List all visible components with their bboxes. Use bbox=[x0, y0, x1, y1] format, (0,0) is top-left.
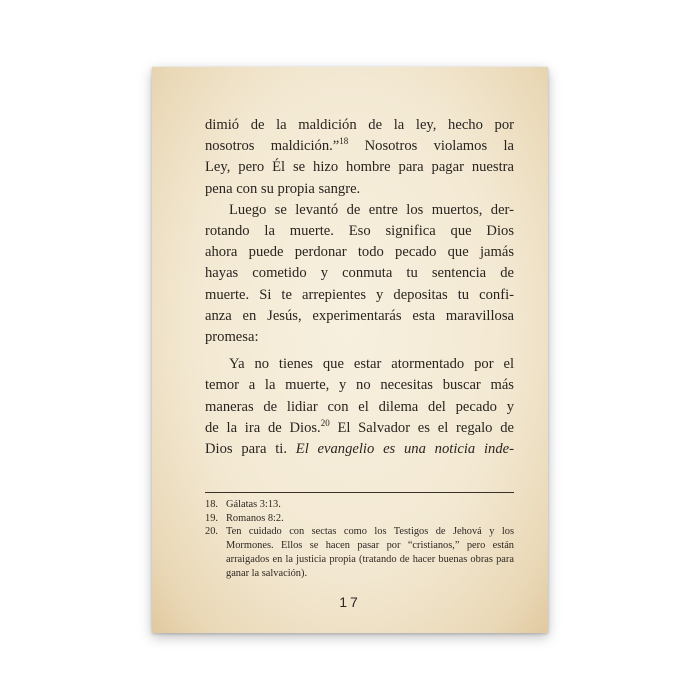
text-line bbox=[205, 136, 514, 157]
text-line: promesa: bbox=[205, 329, 259, 346]
footnote-20 bbox=[205, 525, 514, 580]
text-line: anza en Jesús, experimentarás esta maravillosa bbox=[205, 307, 514, 324]
text-run: nosotros maldición.” bbox=[205, 138, 340, 155]
text-line: Ley, pero Él se hizo hombre para pagar nuestra bbox=[205, 159, 514, 176]
paragraph-1 bbox=[205, 115, 514, 200]
text-line: ahora puede perdonar todo pecado que jamás bbox=[205, 244, 514, 261]
footnote-18 bbox=[205, 498, 514, 512]
text-run: Dios para ti. bbox=[205, 441, 296, 458]
paragraph-2 bbox=[205, 200, 514, 348]
footnote-text: Romanos 8:2. bbox=[226, 512, 284, 524]
paragraph-3 bbox=[205, 354, 514, 460]
text-run: Nosotros violamos la bbox=[348, 138, 514, 155]
italic-text: El evangelio es una noticia inde- bbox=[295, 441, 514, 458]
footnote-number: 18. bbox=[205, 499, 218, 510]
footnotes bbox=[205, 498, 514, 580]
text-line: Ya no tienes que estar atormentado por el bbox=[229, 356, 514, 373]
body-text bbox=[205, 115, 514, 460]
text-line: dimió de la maldición de la ley, hecho por bbox=[205, 117, 514, 133]
footnote-ref-18: 18 bbox=[339, 136, 349, 147]
text-line bbox=[205, 439, 514, 460]
footnote-number: 20. bbox=[205, 526, 218, 538]
page-number: 17 bbox=[339, 594, 361, 610]
book-page bbox=[152, 67, 548, 633]
text-line bbox=[205, 418, 514, 439]
text-line: temor a la muerte, y no necesitas buscar más bbox=[205, 377, 514, 394]
footnote-ref-20: 20 bbox=[320, 417, 330, 428]
text-line: Luego se levantó de entre los muertos, der- bbox=[229, 201, 514, 218]
text-line: pena con su propia sangre. bbox=[205, 180, 361, 197]
footnote-divider bbox=[205, 492, 514, 493]
text-line: rotando la muerte. Eso significa que Dios bbox=[205, 223, 514, 240]
text-line: maneras de lidiar con el dilema del pecado y bbox=[205, 398, 514, 415]
footnote-text: Ten cuidado con sectas como los Testigos de Jehová y los Mormones. Ellos se hacen pasar por “cristianos,” pero están arraigados en la justicia propia (tratando de hacer buenas obras para ganar la salvación). bbox=[226, 526, 514, 579]
text-line: hayas cometido y conmuta tu sentencia de bbox=[205, 265, 514, 282]
footnote-19 bbox=[205, 512, 514, 526]
footnote-number: 19. bbox=[205, 512, 218, 524]
text-line: muerte. Si te arrepientes y depositas tu confi- bbox=[205, 286, 514, 303]
text-run: de la ira de Dios. bbox=[205, 419, 321, 436]
footnote-text: Gálatas 3:13. bbox=[226, 499, 281, 510]
text-run: El Salvador es el regalo de bbox=[329, 419, 514, 436]
